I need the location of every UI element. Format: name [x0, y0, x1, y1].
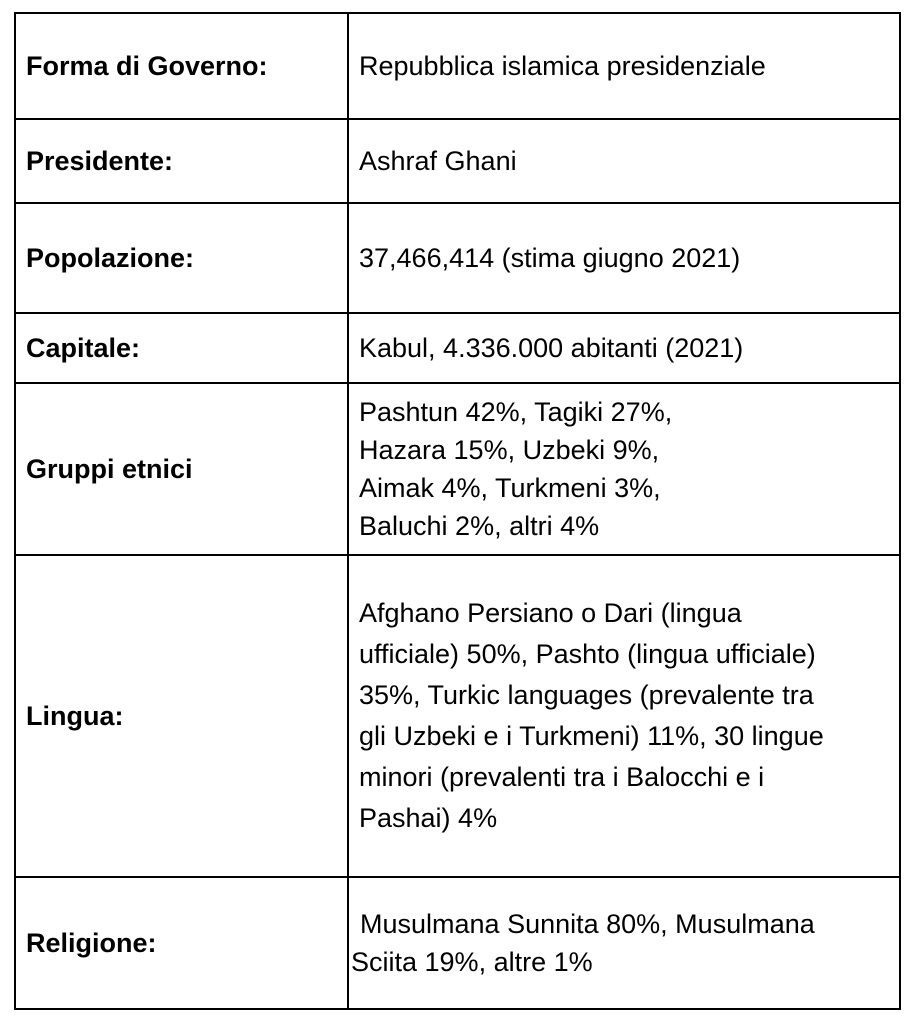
- row-label: Gruppi etnici: [15, 383, 348, 555]
- row-value: Repubblica islamica presidenziale: [348, 13, 900, 119]
- value-line: gli Uzbeki e i Turkmeni) 11%, 30 lingue: [359, 721, 824, 751]
- row-value: Kabul, 4.336.000 abitanti (2021): [348, 313, 900, 383]
- row-value: [348, 877, 900, 1009]
- value-line: Pashai) 4%: [359, 803, 498, 833]
- row-label: Capitale:: [15, 313, 348, 383]
- row-label: Religione:: [15, 877, 348, 1009]
- table-row-religion: [15, 877, 900, 1009]
- row-label: Lingua:: [15, 555, 348, 877]
- row-value: Ashraf Ghani: [348, 119, 900, 203]
- country-info-table: [14, 12, 901, 1010]
- value-line: Afghano Persiano o Dari (lingua: [359, 598, 742, 628]
- table-row-capital: [15, 313, 900, 383]
- table-row-ethnic-groups: [15, 383, 900, 555]
- value-line: Aimak 4%, Turkmeni 3%,: [359, 473, 661, 503]
- row-value: 37,466,414 (stima giugno 2021): [348, 203, 900, 313]
- table-row-language: [15, 555, 900, 877]
- row-label: Popolazione:: [15, 203, 348, 313]
- row-label: Forma di Governo:: [15, 13, 348, 119]
- religion-text: [351, 905, 891, 981]
- value-line: minori (prevalenti tra i Balocchi e i: [359, 762, 765, 792]
- table-row-population: [15, 203, 900, 313]
- table-row-government: [15, 13, 900, 119]
- row-label: Presidente:: [15, 119, 348, 203]
- row-value: [348, 555, 900, 877]
- value-line: ufficiale) 50%, Pashto (lingua ufficiale): [359, 639, 816, 669]
- row-value: [348, 383, 900, 555]
- value-line: Musulmana Sunnita 80%, Musulmana: [360, 909, 815, 939]
- value-line: Pashtun 42%, Tagiki 27%,: [359, 397, 673, 427]
- value-line: Sciita 19%, altre 1%: [351, 947, 593, 977]
- value-line: 35%, Turkic languages (prevalente tra: [359, 680, 814, 710]
- value-line: Baluchi 2%, altri 4%: [359, 511, 600, 541]
- table-row-president: [15, 119, 900, 203]
- value-line: Hazara 15%, Uzbeki 9%,: [359, 435, 660, 465]
